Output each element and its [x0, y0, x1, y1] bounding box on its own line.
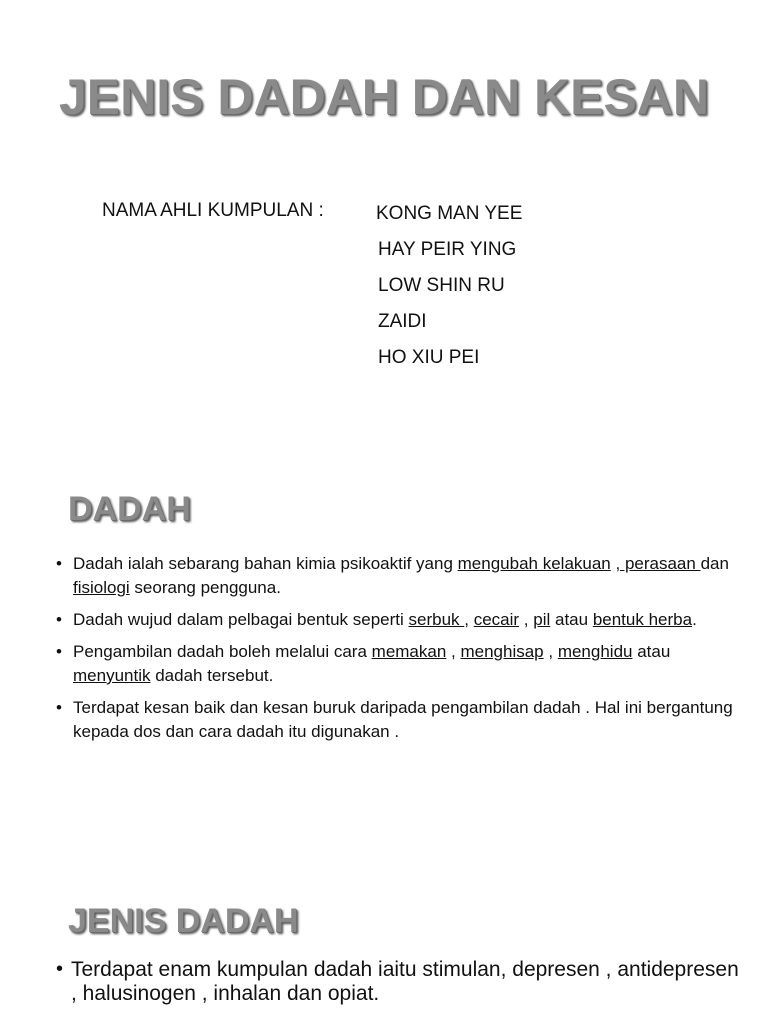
members-label: NAMA AHLI KUMPULAN : — [102, 200, 324, 221]
member-name: HAY PEIR YING — [378, 239, 517, 260]
underlined-term: serbuk — [408, 610, 465, 629]
underlined-term: menghisap — [460, 642, 544, 661]
bullet-item: • Terdapat enam kumpulan dadah iaitu stimulan, depresen , antidepresen , halusinogen , inhalan dan opiat. — [56, 958, 746, 1006]
text-run: dadah tersebut. — [150, 666, 274, 685]
bullet-list — [56, 958, 746, 1006]
text-run: . — [692, 610, 697, 629]
text-run: Dadah ialah sebarang bahan kimia psikoaktif yang — [73, 554, 458, 573]
main-title: JENIS DADAH DAN KESAN — [58, 69, 710, 125]
underlined-term: menyuntik — [73, 666, 151, 685]
text-run: atau — [632, 642, 671, 661]
text-run: , — [464, 610, 474, 629]
underlined-term: bentuk herba — [592, 610, 693, 629]
section-title: DADAH — [68, 490, 191, 528]
member-name: ZAIDI — [378, 311, 427, 332]
member-name: HO XIU PEI — [378, 347, 480, 368]
underlined-term: cecair — [473, 610, 520, 629]
text-run: , — [543, 642, 558, 661]
bullet-item — [56, 552, 736, 600]
underlined-term: fisiologi — [73, 578, 130, 597]
bullet-item — [56, 608, 736, 632]
text-run: , — [446, 642, 461, 661]
text-run: Pengambilan dadah boleh melalui cara — [73, 642, 372, 661]
section-title: JENIS DADAH — [68, 902, 299, 940]
underlined-term: pil — [533, 610, 551, 629]
text-run: seorang pengguna. — [129, 578, 281, 597]
members-list — [376, 200, 522, 380]
bullet-item — [56, 696, 736, 744]
underlined-term: memakan — [371, 642, 447, 661]
bullet-list — [56, 552, 736, 752]
member-name: KONG MAN YEE — [376, 203, 523, 224]
member-name: LOW SHIN RU — [378, 275, 505, 296]
bullet-item — [56, 640, 736, 688]
underlined-term: , perasaan — [615, 554, 701, 573]
text-run: Terdapat kesan baik dan kesan buruk daripada pengambilan dadah . Hal ini bergantung kepada dos dan cara dadah itu digunakan . — [73, 698, 733, 741]
title-slide — [0, 0, 768, 460]
dadah-slide — [0, 460, 768, 880]
text-run: Dadah wujud dalam pelbagai bentuk seperti — [73, 610, 409, 629]
text-run: , — [519, 610, 534, 629]
jenis-dadah-slide — [0, 880, 768, 1024]
underlined-term: menghidu — [557, 642, 633, 661]
text-run: dan — [700, 554, 729, 573]
text-run: atau — [550, 610, 593, 629]
underlined-term: mengubah kelakuan — [457, 554, 611, 573]
